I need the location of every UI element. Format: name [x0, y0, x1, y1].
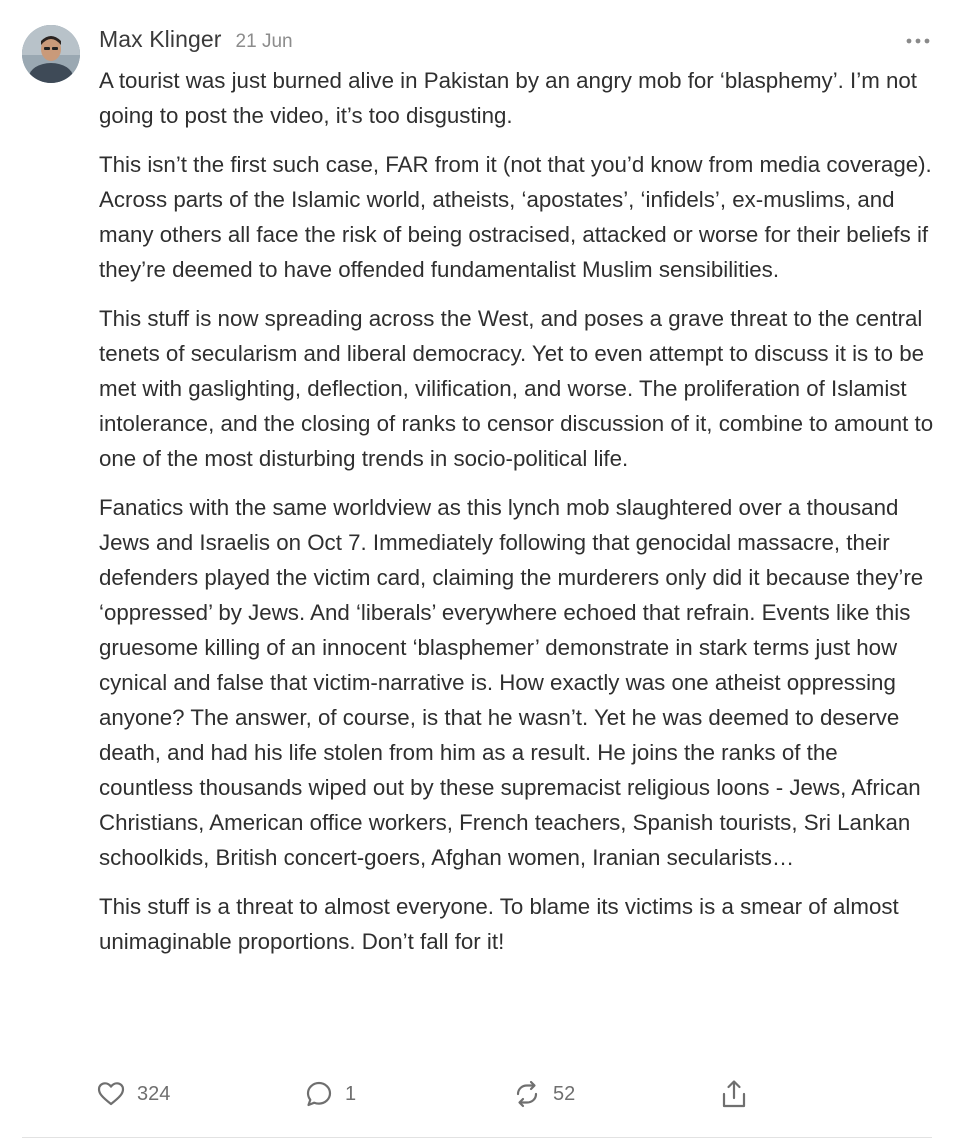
like-button[interactable]	[97, 1076, 170, 1112]
post-date[interactable]: 21 Jun	[235, 31, 293, 52]
post-divider	[22, 1137, 932, 1138]
post-body	[99, 63, 934, 973]
post-paragraph: This stuff is now spreading across the West, and poses a grave threat to the central tenets of secularism and liberal democracy. Yet to even attempt to discuss it is to be met with gaslighting, deflection, vilification, and worse. The proliferation of Islamist intolerance, and the closing of ranks to censor discussion of it, combine to amount to one of the most disturbing trends in socio-political life.	[99, 306, 934, 471]
heart-icon	[97, 1081, 125, 1107]
post-paragraph: A tourist was just burned alive in Pakistan by an angry mob for ‘blasphemy’. I’m not going to post the video, it’s too disgusting.	[99, 68, 917, 128]
author-avatar[interactable]	[22, 25, 80, 83]
author-name[interactable]: Max Klinger	[99, 26, 222, 52]
post-header	[99, 26, 293, 60]
like-count: 324	[137, 1082, 171, 1105]
share-upload-icon	[721, 1079, 747, 1109]
comment-button[interactable]	[305, 1076, 356, 1112]
avatar-image	[22, 25, 80, 83]
comment-count: 1	[345, 1082, 357, 1105]
post-paragraph: This isn’t the first such case, FAR from it (not that you’d know from media coverage). Across parts of the Islamic world, atheists, ‘apostates’, ‘infidels’, ex-muslims, and many others all face the risk of being ostracised, attacked or worse for their beliefs if they’re deemed to have offended fundamentalist Muslim sensibilities.	[99, 152, 932, 282]
post-actions	[97, 1076, 757, 1112]
restack-arrows-icon	[513, 1080, 541, 1108]
restack-button[interactable]	[513, 1076, 575, 1112]
post-paragraph: This stuff is a threat to almost everyone. To blame its victims is a smear of almost unimaginable proportions. Don’t fall for it!	[99, 894, 899, 954]
share-button[interactable]	[721, 1076, 747, 1112]
restack-count: 52	[553, 1082, 576, 1105]
more-dots-icon	[906, 38, 930, 44]
speech-bubble-icon	[305, 1080, 333, 1108]
post-paragraph: Fanatics with the same worldview as this lynch mob slaughtered over a thousand Jews and Israelis on Oct 7. Immediately following that genocidal massacre, their defenders played the victim card, claiming the murderers only did it because they’re ‘oppressed’ by Jews. And ‘liberals’ everywhere echoed that refrain. Events like this gruesome killing of an innocent ‘blasphemer’ demonstrate in stark terms just how cynical and false that victim-narrative is. How exactly was one atheist oppressing anyone? The answer, of course, is that he wasn’t. Yet he was deemed to deserve death, and had his life stolen from him as a result. He joins the ranks of the countless thousands wiped out by these supremacist religious loons - Jews, African Christians, American office workers, French teachers, Spanish tourists, Sri Lankan schoolkids, British concert-goers, Afghan women, Iranian secularists…	[99, 495, 924, 870]
more-options-button[interactable]	[902, 32, 934, 50]
